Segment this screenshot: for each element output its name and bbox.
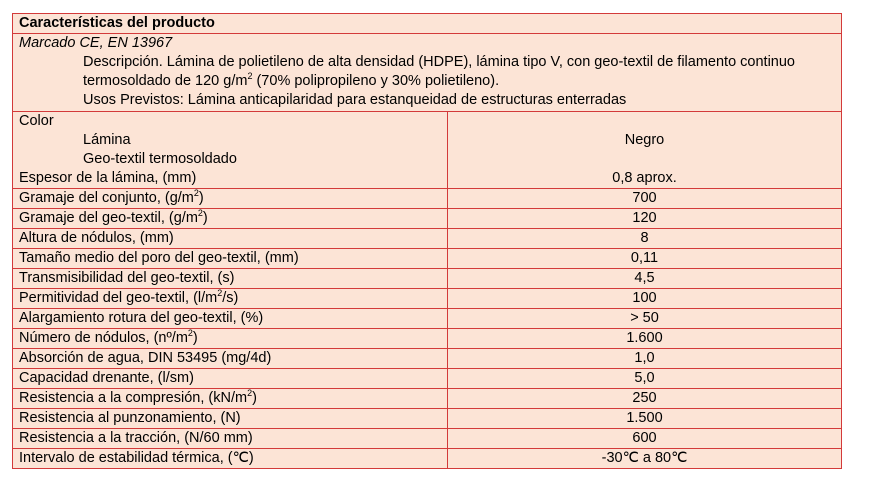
property-name (13, 249, 448, 268)
property-unit-superscript: 2 (247, 388, 253, 399)
property-name-text: Altura de nódulos, (mm) (19, 230, 174, 246)
property-name (13, 369, 448, 388)
property-name (13, 409, 448, 428)
description-text-2: (70% polipropileno y 30% polietileno). (252, 73, 500, 89)
description-block (13, 34, 841, 111)
table-row (13, 288, 841, 308)
property-name (13, 329, 448, 348)
property-name-text: Alargamiento rotura del geo-textil, (%) (19, 310, 264, 326)
property-value: 5,0 (634, 370, 655, 386)
property-name-suffix: ) (192, 330, 198, 346)
property-name-suffix: /s) (222, 290, 239, 306)
ce-marking: Marcado CE, EN 13967 (19, 35, 173, 51)
table-row (13, 188, 841, 208)
color-sub-geotextile: Geo-textil termosoldado (83, 151, 237, 167)
table-row (13, 448, 841, 468)
table-row (13, 268, 841, 288)
property-value: 1,0 (634, 350, 655, 366)
table-row (13, 328, 841, 348)
table-title: Características del producto (19, 15, 215, 31)
table-row (13, 388, 841, 408)
color-label: Color (19, 113, 54, 129)
property-name-text: Resistencia a la tracción, (N/60 mm) (19, 430, 253, 446)
property-value: 4,5 (634, 270, 655, 286)
table-row (13, 308, 841, 328)
table-row (13, 248, 841, 268)
table-row (13, 428, 841, 448)
property-value: 1.500 (626, 410, 663, 426)
description-superscript: 2 (247, 71, 253, 82)
property-name-text: Transmisibilidad del geo-textil, (s) (19, 270, 235, 286)
property-value: > 50 (630, 310, 659, 326)
property-name (13, 389, 448, 408)
color-value: Negro (624, 132, 665, 148)
property-name-text: Número de nódulos, (nº/m (19, 330, 188, 346)
property-rows (13, 169, 841, 468)
property-name-text: Capacidad drenante, (l/sm) (19, 370, 194, 386)
property-name (13, 429, 448, 448)
table-row (13, 228, 841, 248)
property-value: 250 (632, 390, 657, 406)
property-name-suffix: ) (202, 210, 208, 226)
color-row (13, 111, 841, 169)
table-row (13, 348, 841, 368)
property-name-text: Permitividad del geo-textil, (l/m (19, 290, 218, 306)
property-name-suffix: ) (252, 390, 257, 406)
property-unit-superscript: 2 (197, 208, 203, 219)
property-value: 0,11 (630, 250, 659, 266)
property-value: -30℃ a 80℃ (601, 450, 688, 466)
intended-uses: Usos Previstos: Lámina anticapilaridad para estanqueidad de estructuras enterradas (83, 92, 627, 108)
property-name-text: Intervalo de estabilidad térmica, (℃) (19, 450, 254, 466)
property-name (13, 349, 448, 368)
property-value: 600 (632, 430, 657, 446)
table-row (13, 408, 841, 428)
product-characteristics-table (12, 13, 842, 469)
description-row (13, 33, 841, 111)
property-value: 700 (632, 190, 657, 206)
property-name (13, 449, 448, 468)
property-name (13, 269, 448, 288)
property-name (13, 309, 448, 328)
property-name-text: Resistencia al punzonamiento, (N) (19, 410, 241, 426)
property-name-text: Tamaño medio del poro del geo-textil, (mm) (19, 250, 299, 266)
property-value: 8 (640, 230, 649, 246)
property-name (13, 189, 448, 208)
property-unit-superscript: 2 (187, 328, 193, 339)
property-value: 120 (632, 210, 657, 226)
table-title-row (13, 14, 841, 33)
property-value: 0,8 aprox. (612, 170, 677, 186)
property-name (13, 289, 448, 308)
property-unit-superscript: 2 (217, 288, 223, 299)
property-unit-superscript: 2 (193, 188, 199, 199)
property-name-text: Espesor de la lámina, (mm) (19, 170, 197, 186)
property-name (13, 209, 448, 228)
table-row (13, 169, 841, 188)
property-name-text: Absorción de agua, DIN 53495 (mg/4d) (19, 350, 272, 366)
color-sub-sheet: Lámina (83, 132, 131, 148)
property-name-suffix: ) (198, 190, 204, 206)
property-value: 100 (632, 290, 657, 306)
property-name-text: Gramaje del geo-textil, (g/m (19, 210, 198, 226)
property-name-text: Gramaje del conjunto, (g/m (19, 190, 194, 206)
property-name (13, 229, 448, 248)
table-row (13, 368, 841, 388)
property-name-text: Resistencia a la compresión, (kN/m (19, 390, 248, 406)
property-value: 1.600 (626, 330, 663, 346)
product-description (19, 53, 835, 91)
table-row (13, 208, 841, 228)
description-text-1: Descripción. Lámina de polietileno de alta densidad (HDPE), lámina tipo V, con geo-textil de filamento continuo termosoldado de 120 g/m (83, 54, 795, 89)
property-name (13, 169, 448, 188)
color-label-cell (13, 112, 448, 169)
